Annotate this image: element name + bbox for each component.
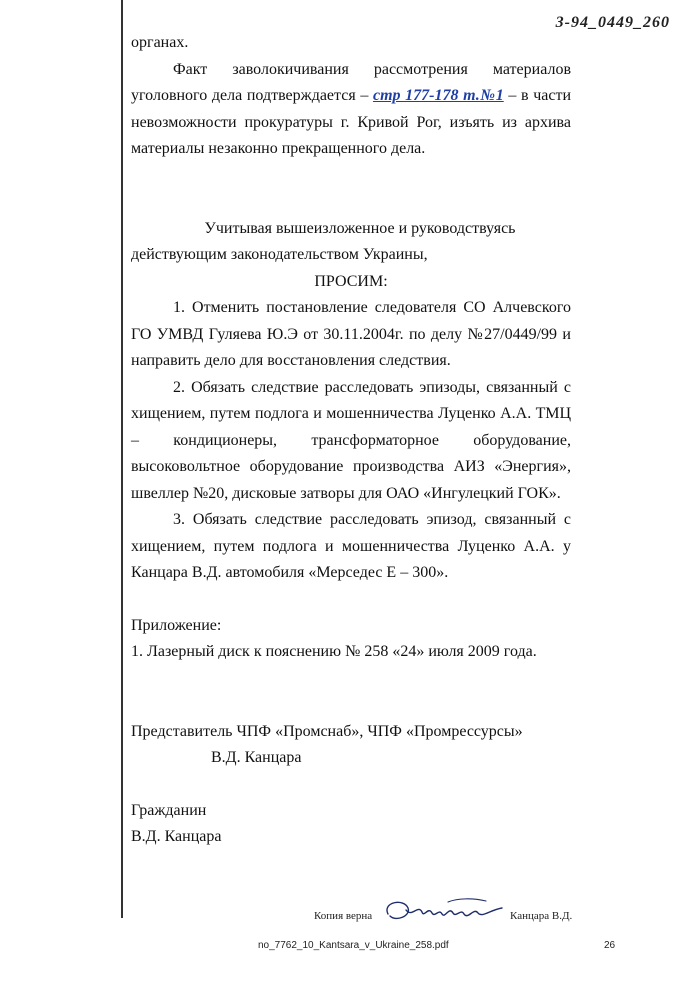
document-body bbox=[131, 30, 571, 851]
fact-text-b: – в части невозможности прокуратуры г. Кривой Рог, изъять из архива материалы незаконно прекращенного дела. bbox=[131, 87, 572, 157]
copy-verified-label: Копия верна bbox=[314, 910, 373, 922]
page-reference-link[interactable]: стр 177-178 т.№1 bbox=[372, 87, 504, 104]
pdf-filename: no_7762_10_Kantsara_v_Ukraine_258.pdf bbox=[258, 940, 449, 951]
consider-line-1: Учитывая вышеизложенное и руководствуясь bbox=[204, 219, 516, 237]
request-item-2: 2. Обязать следствие расследовать эпизоды, связанный с хищением, путем подлога и мошенничества Луценко А.А. ТМЦ – кондиционеры, трансформаторное оборудование, высоковольтное оборудование производства АИЗ «Энергия», швеллер №20, дисковые затворы для ОАО «Ингулецкий ГОК». bbox=[131, 378, 571, 502]
consider-line-2: действующим законодательством Украины, bbox=[131, 246, 428, 263]
line-organah: органах. bbox=[131, 34, 189, 51]
request-item-1: 1. Отменить постановление следователя СО Алчевского ГО УМВД Гуляева Ю.Э от 30.11.2004г. по делу №27/0449/99 и направить дело для восстановления следствия. bbox=[131, 299, 571, 369]
signer-name: Канцара В.Д. bbox=[510, 910, 573, 922]
attachment-label: Приложение: bbox=[131, 616, 222, 634]
document-id: 3-94_0449_260 bbox=[555, 14, 670, 31]
attachment-item-1: 1. Лазерный диск к пояснению № 258 «24» июля 2009 года. bbox=[131, 643, 537, 660]
certified-copy-block bbox=[314, 896, 614, 926]
left-margin-rule bbox=[121, 0, 123, 918]
citizen-label: Гражданин bbox=[131, 801, 207, 819]
page-number: 26 bbox=[604, 940, 616, 951]
representative-name: В.Д. Канцара bbox=[211, 749, 302, 766]
request-item-3: 3. Обязать следствие расследовать эпизод, связанный с хищением, путем подлога и мошенничества Луценко А.А. у Канцара В.Д. автомобиля «Мерседес Е – 300». bbox=[131, 511, 571, 581]
fact-text-a: Факт заволокичивания рассмотрения материалов уголовного дела подтверждается – bbox=[131, 60, 571, 104]
citizen-name: В.Д. Канцара bbox=[131, 828, 222, 845]
paragraph-fact bbox=[131, 57, 571, 163]
handwritten-signature bbox=[378, 896, 508, 926]
representative-line: Представитель ЧПФ «Промснаб», ЧПФ «Промрессурсы» bbox=[131, 722, 523, 740]
prosim-heading: ПРОСИМ: bbox=[314, 272, 388, 290]
